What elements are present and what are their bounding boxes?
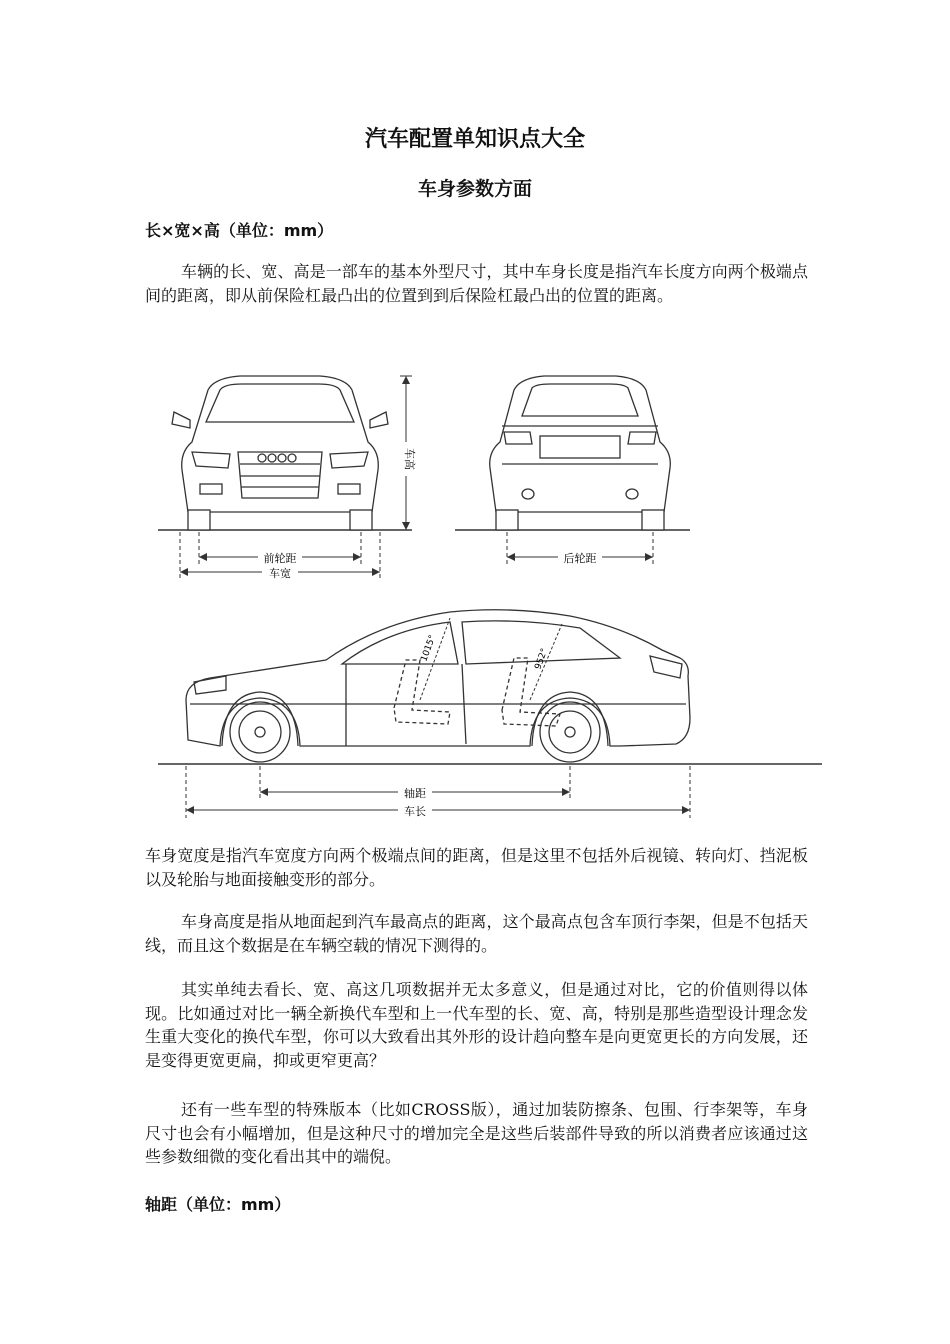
side-view-drawing: [158, 610, 822, 818]
wheelbase-label: 轴距: [404, 787, 426, 800]
section-heading-dimensions: 长×宽×高（单位：mm）: [145, 221, 334, 240]
rear-view-drawing: [455, 376, 690, 565]
paragraph-width: 车身宽度是指汽车宽度方向两个极端点间的距离，但是这里不包括外后视镜、转向灯、挡泥板以及轮胎与地面接触变形的部分。: [145, 846, 808, 889]
car-dimension-diagram: [150, 360, 830, 820]
paragraph-dimensions-intro: 车辆的长、宽、高是一部车的基本外型尺寸，其中车身长度是指汽车长度方向两个极端点间的距离，即从前保险杠最凸出的位置到到后保险杠最凸出的位置的距离。: [145, 262, 808, 305]
page-title: 汽车配置单知识点大全: [364, 127, 585, 152]
paragraph-height: 车身高度是指从地面起到汽车最高点的距离，这个最高点包含车顶行李架，但是不包括天线，而且这个数据是在车辆空载的情况下测得的。: [145, 912, 808, 955]
paragraph-special-versions: 还有一些车型的特殊版本（比如CROSS版），通过加装防擦条、包围、行李架等，车身尺寸也会有小幅增加，但是这种尺寸的增加完全是这些后装部件导致的所以消费者应该通过这些参数细微的变化看出其中的端倪。: [145, 1100, 808, 1166]
section-heading-wheelbase: 轴距（单位：mm）: [145, 1195, 291, 1214]
front-track-label: 前轮距: [263, 552, 297, 565]
height-label: 车高: [403, 448, 416, 470]
width-label: 车宽: [269, 567, 291, 580]
angle-rear-label: 952°: [533, 647, 551, 672]
front-view-drawing: [158, 376, 412, 580]
angle-front-label: 1015°: [419, 633, 439, 664]
page-subtitle: 车身参数方面: [417, 178, 532, 200]
paragraph-comparison: 其实单纯去看长、宽、高这几项数据并无太多意义，但是通过对比，它的价值则得以体现。比如通过对比一辆全新换代车型和上一代车型的长、宽、高，特别是那些造型设计理念发生重大变化的换代车型，你可以大致看出其外形的设计趋向整车是向更宽更长的方向发展，还是变得更宽更扁，抑或更窄更高？: [145, 980, 808, 1070]
length-label: 车长: [404, 805, 426, 818]
rear-track-label: 后轮距: [563, 552, 597, 565]
